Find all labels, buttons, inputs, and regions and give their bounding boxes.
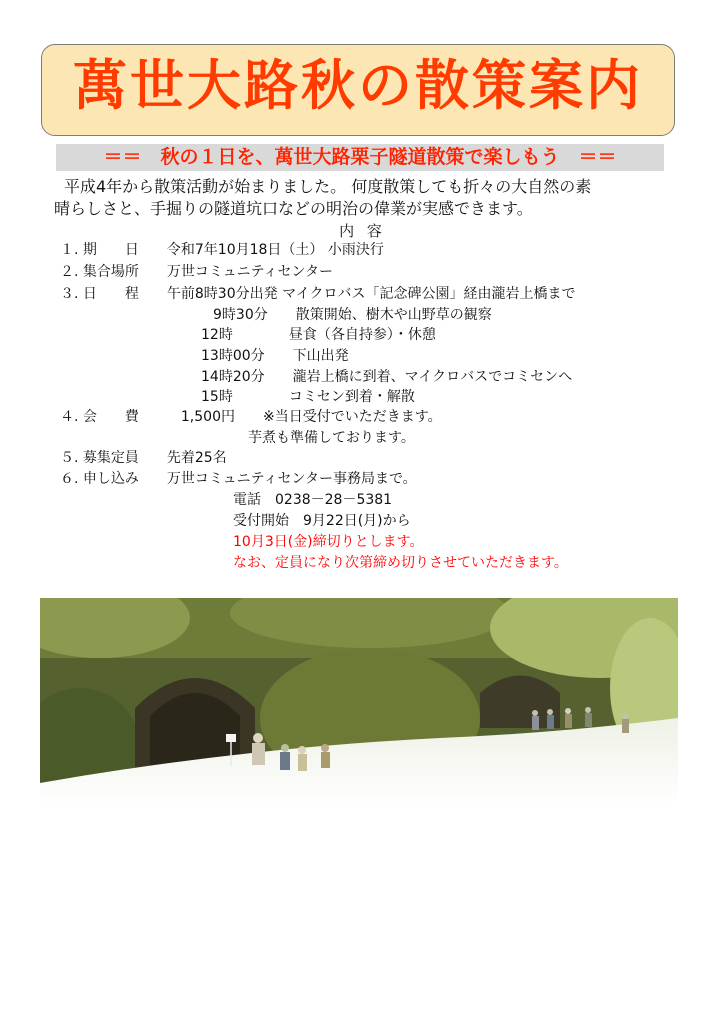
deadline: 10月3日(金)締切りとします。 xyxy=(233,534,424,550)
section-heading: 内 容 xyxy=(339,222,386,240)
item-schedule: ３. 日 程 午前8時30分出発 マイクロバス「記念碑公園」経由瀧岩上橋まで xyxy=(60,286,576,302)
intro-line-2: 晴らしさと、手掘りの隧道坑口などの明治の偉業が実感できます。 xyxy=(54,199,533,218)
reception-start: 受付開始 9月22日(月)から xyxy=(233,513,411,529)
item-meeting-place: ２. 集合場所 万世コミュニティセンター xyxy=(60,264,333,280)
item-date: １. 期 日 令和7年10月18日（土） 小雨決行 xyxy=(60,242,384,258)
fee-note: 芋煮も準備しております。 xyxy=(248,430,415,446)
schedule-row: 12時 昼食（各自持参）・休憩 xyxy=(201,327,436,343)
schedule-row: 14時20分 瀧岩上橋に到着、マイクロバスでコミセンへ xyxy=(201,369,573,385)
schedule-row: 13時00分 下山出発 xyxy=(201,348,349,364)
deadline-note: なお、定員になり次第締め切りさせていただきます。 xyxy=(233,555,568,571)
tunnel-photo xyxy=(40,598,678,805)
schedule-row: 15時 コミセン到着・解散 xyxy=(201,389,415,405)
page-title: 萬世大路秋の散策案内 xyxy=(73,54,643,117)
item-application: ６. 申し込み 万世コミュニティセンター事務局まで。 xyxy=(60,471,417,487)
subtitle: ＝＝ 秋の１日を、萬世大路栗子隧道散策で楽しもう ＝＝ xyxy=(103,146,617,168)
item-fee: ４. 会 費 1,500円 ※当日受付でいただきます。 xyxy=(60,409,442,425)
intro-paragraph xyxy=(54,176,674,220)
item-capacity: ５. 募集定員 先着25名 xyxy=(60,450,227,466)
intro-line-1: 平成4年から散策活動が始まりました。 何度散策しても折々の大自然の素 xyxy=(64,177,592,196)
subtitle-bar xyxy=(56,144,664,171)
schedule-row: 9時30分 散策開始、樹木や山野草の観察 xyxy=(213,307,492,323)
contact-phone: 電話 0238－28－5381 xyxy=(233,492,393,508)
title-box xyxy=(41,44,675,136)
